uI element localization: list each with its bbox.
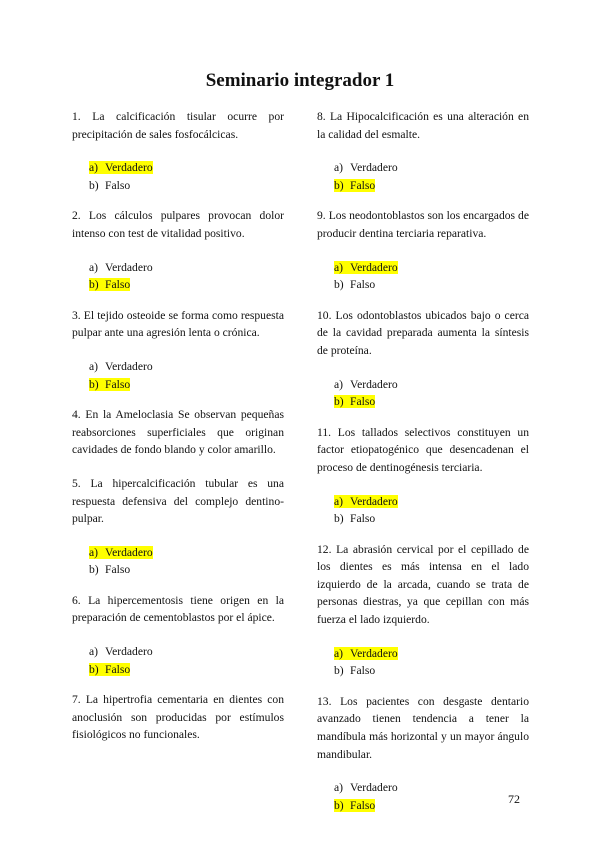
answer-options	[334, 376, 529, 411]
option-label: Falso	[350, 798, 376, 812]
option-letter: a)	[89, 645, 99, 659]
option-label: Verdadero	[350, 260, 398, 274]
option-label: Falso	[350, 664, 376, 678]
answer-option	[89, 561, 284, 579]
answer-options	[334, 779, 529, 814]
answer	[334, 161, 398, 174]
question-text: 10. Los odontoblastos ubicados bajo o cerca de la cavidad preparada aumenta la síntesis de proteína.	[317, 308, 529, 357]
option-letter: a)	[89, 359, 99, 373]
question-text: 12. La abrasión cervical por el cepillado de los dientes es más intensa en el lado izquierdo de la arcada, cuando se trata de personas diestras, ya que cepillan con más fuerza el lado izquierdo.	[317, 542, 529, 627]
question-text: 9. Los neodontoblastos son los encargados de producir dentina terciaria reparativa.	[317, 209, 529, 240]
question-text: 7. La hipertrofia cementaria en dientes con anoclusión son producidas por estímulos fisiológicos no funcionales.	[72, 693, 284, 742]
answer-option	[89, 259, 284, 277]
option-label: Falso	[105, 377, 131, 391]
highlighted-answer	[334, 799, 375, 812]
answer-options	[89, 643, 284, 678]
highlighted-answer	[334, 495, 398, 508]
answer-option	[334, 159, 529, 177]
highlighted-answer	[89, 663, 130, 676]
question-text: 13. Los pacientes con desgaste dentario avanzado tienen tendencia a tener la mandíbula más horizontal y un mayor ángulo mandibular.	[317, 694, 529, 761]
question-text: 4. En la Ameloclasia Se observan pequeñas reabsorciones superficiales que originan cavidades de fondo blando y color amarillo.	[72, 408, 284, 457]
answer-option	[89, 643, 284, 661]
option-label: Verdadero	[105, 645, 153, 659]
answer-option	[334, 510, 529, 528]
answer-option	[89, 376, 284, 394]
answer-option	[334, 645, 529, 663]
answer	[89, 645, 153, 658]
option-letter: a)	[334, 161, 344, 175]
answer-option	[334, 276, 529, 294]
option-label: Verdadero	[350, 646, 398, 660]
option-letter: b)	[89, 178, 99, 192]
answer	[89, 563, 130, 576]
option-label: Falso	[350, 512, 376, 526]
option-letter: a)	[334, 494, 344, 508]
highlighted-answer	[89, 278, 130, 291]
option-letter: a)	[89, 161, 99, 175]
highlighted-answer	[89, 161, 153, 174]
option-label: Falso	[105, 178, 131, 192]
option-label: Verdadero	[350, 781, 398, 795]
question-text: 11. Los tallados selectivos constituyen un factor etiopatogénico que desencadenan el proceso de dentinogénesis terciaria.	[317, 425, 529, 474]
answer-options	[334, 159, 529, 194]
answer-option	[334, 376, 529, 394]
option-letter: b)	[89, 278, 99, 292]
option-letter: b)	[334, 798, 344, 812]
option-letter: a)	[334, 260, 344, 274]
answer-option	[334, 779, 529, 797]
highlighted-answer	[334, 179, 375, 192]
option-label: Falso	[350, 278, 376, 292]
option-letter: a)	[334, 377, 344, 391]
option-label: Falso	[105, 563, 131, 577]
option-letter: b)	[334, 395, 344, 409]
answer-options	[89, 358, 284, 393]
option-letter: b)	[334, 512, 344, 526]
question-text: 5. La hipercalcificación tubular es una respuesta defensiva del complejo dentino-pulpar.	[72, 476, 284, 526]
right-column	[317, 108, 529, 827]
question-text: 3. El tejido osteoide se forma como respuesta pulpar ante una agresión lenta o crónica.	[72, 308, 284, 340]
option-label: Falso	[350, 178, 376, 192]
answer-options	[89, 159, 284, 194]
answer-option	[334, 662, 529, 680]
option-label: Verdadero	[105, 359, 153, 373]
answer-option	[334, 177, 529, 195]
highlighted-answer	[334, 395, 375, 408]
option-label: Verdadero	[105, 260, 153, 274]
option-letter: a)	[334, 646, 344, 660]
answer-option	[334, 259, 529, 277]
answer	[334, 278, 375, 291]
answer-option	[334, 493, 529, 511]
answer	[334, 781, 398, 794]
option-letter: a)	[334, 781, 344, 795]
answer-option	[334, 393, 529, 411]
answer	[334, 512, 375, 525]
option-label: Verdadero	[350, 161, 398, 175]
question-text: 8. La Hipocalcificación es una alteración en la calidad del esmalte.	[317, 110, 529, 141]
answer-options	[89, 544, 284, 579]
question-text: 2. Los cálculos pulpares provocan dolor intenso con test de vitalidad positivo.	[72, 209, 284, 240]
answer-option	[334, 797, 529, 815]
option-label: Falso	[105, 662, 131, 676]
answer	[89, 360, 153, 373]
option-letter: a)	[89, 260, 99, 274]
answer-option	[89, 159, 284, 177]
highlighted-answer	[89, 546, 153, 559]
option-label: Falso	[105, 278, 131, 292]
option-label: Verdadero	[105, 545, 153, 559]
answer-option	[89, 358, 284, 376]
question-text: 6. La hipercementosis tiene origen en la preparación de cementoblastos por el ápice.	[72, 593, 284, 625]
option-letter: b)	[334, 664, 344, 678]
answer	[89, 261, 153, 274]
highlighted-answer	[334, 647, 398, 660]
answer-options	[334, 645, 529, 680]
option-letter: b)	[334, 278, 344, 292]
answer	[89, 179, 130, 192]
option-letter: a)	[89, 545, 99, 559]
answer-options	[334, 493, 529, 528]
option-letter: b)	[334, 178, 344, 192]
question-text: 1. La calcificación tisular ocurre por precipitación de sales fosfocálcicas.	[72, 110, 284, 141]
highlighted-answer	[89, 378, 130, 391]
option-label: Verdadero	[350, 494, 398, 508]
option-label: Verdadero	[105, 161, 153, 175]
answer-option	[89, 544, 284, 562]
option-letter: b)	[89, 662, 99, 676]
answer-option	[89, 661, 284, 679]
answer-options	[89, 259, 284, 294]
answer-options	[334, 259, 529, 294]
option-label: Verdadero	[350, 377, 398, 391]
highlighted-answer	[334, 261, 398, 274]
answer	[334, 378, 398, 391]
option-label: Falso	[350, 395, 376, 409]
page-number: 72	[508, 792, 520, 806]
answer-option	[89, 177, 284, 195]
page-title: Seminario integrador 1	[205, 70, 395, 91]
option-letter: b)	[89, 377, 99, 391]
option-letter: b)	[89, 563, 99, 577]
answer	[334, 664, 375, 677]
answer-option	[89, 276, 284, 294]
left-column	[72, 108, 284, 760]
